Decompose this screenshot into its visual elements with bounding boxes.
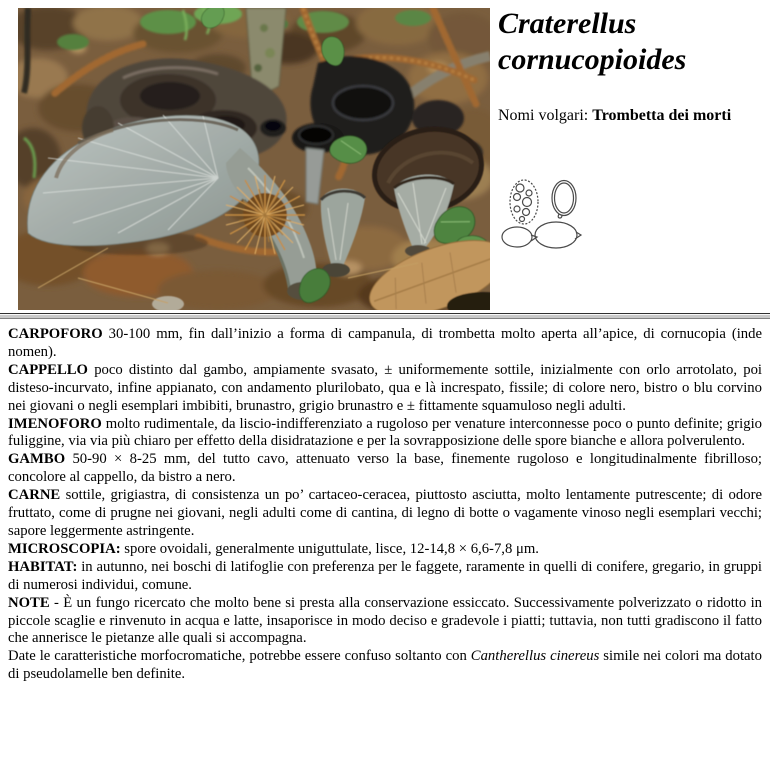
spore-illustration <box>500 175 585 260</box>
closing-post: simile nei colori ma dotato di pseudolamelle ben definite. <box>8 648 762 683</box>
section-habitat <box>8 559 762 595</box>
section-microscopia <box>8 541 762 559</box>
section-note <box>8 595 762 649</box>
section-label: HABITAT: <box>8 558 78 575</box>
common-names-value: Trombetta dei morti <box>592 107 732 124</box>
section-text: poco distinto dal gambo, ampiamente svasato, ± uniformemente sottile, inizialmente con orlo arrotolato, poi disteso-incurvato, infine appianato, con andamento plurilobato, qua e là increspato, fissile; di colore nero, bistro o blu corvino nei giovani o negli esemplari imbibiti, brunastro, grigio brunastro e ± fittamente squamuloso negli adulti. <box>8 361 762 414</box>
section-text: 50-90 × 8-25 mm, del tutto cavo, attenuato verso la base, finemente rugoloso e longitudinalmente fibrilloso; concolore al cappello, da bistro a nero. <box>8 451 762 486</box>
closing-paragraph <box>8 648 762 684</box>
section-text: sottile, grigiastra, di consistenza un po’ cartaceo-ceracea, piuttosto asciutta, molto lentamente putrescente; di odore fruttato, come di prugne nei giovani, negli adulti come di cantina, di legno di botte o vagamente vinoso negli esemplari vecchi; sapore leggermente astringente. <box>8 487 762 539</box>
closing-pre: Date le caratteristiche morfocromatiche, potrebbe essere confuso soltanto con <box>8 648 471 665</box>
section-label: CARNE <box>8 487 61 504</box>
section-label: IMENOFORO <box>8 415 102 432</box>
section-carpoforo <box>8 326 762 362</box>
spore-illustration-art <box>500 175 585 260</box>
section-label: CAPPELLO <box>8 361 88 378</box>
section-imenoforo <box>8 416 762 452</box>
common-names <box>498 107 764 125</box>
section-text: - È un fungo ricercato che molto bene si presta alla conservazione essiccato. Successivamente polverizzato o ridotto in piccole scaglie e rinvenuto in acqua e latte, insaporisce in modo deciso e gradevole i piatti; tuttavia, non tutti gradiscono il fatto che annerisce le pietanze alle quali si accompagna. <box>8 594 763 647</box>
common-names-label: Nomi volgari: <box>498 107 589 124</box>
species-photo-art <box>18 8 490 310</box>
section-text: in autunno, nei boschi di latifoglie con preferenza per le faggete, raramente in quelli di conifere, gregario, in gruppi di numerosi individui, comune. <box>8 558 762 593</box>
section-text: spore ovoidali, generalmente uniguttulate, lisce, 12-14,8 × 6,6-7,8 μm. <box>124 540 539 557</box>
section-carne <box>8 487 762 541</box>
section-text: molto rudimentale, da liscio-indifferenziato a rugoloso per venature interconnesse poco o punto definite; grigio fuliggine, via via più chiaro per effetto della disidratazione e per la sovrapposizione delle spore bianche e allora polverulento. <box>8 415 762 450</box>
species-epithet: cornucopioides <box>498 43 687 76</box>
species-genus: Craterellus <box>498 7 637 40</box>
section-gambo <box>8 451 762 487</box>
page-title <box>498 6 764 78</box>
closing-species-italic: Cantherellus cinereus <box>470 648 600 665</box>
section-label: GAMBO <box>8 451 66 468</box>
section-label: NOTE <box>8 594 50 611</box>
section-cappello <box>8 362 762 416</box>
separator-rule <box>0 313 770 319</box>
section-text: 30-100 mm, fin dall’inizio a forma di campanula, di trombetta molto aperta all’apice, di cornucopia (inde nomen). <box>8 326 763 360</box>
description-text <box>8 326 762 684</box>
species-photo <box>18 8 490 310</box>
section-label: MICROSCOPIA: <box>8 540 121 557</box>
section-label: CARPOFORO <box>8 326 103 342</box>
